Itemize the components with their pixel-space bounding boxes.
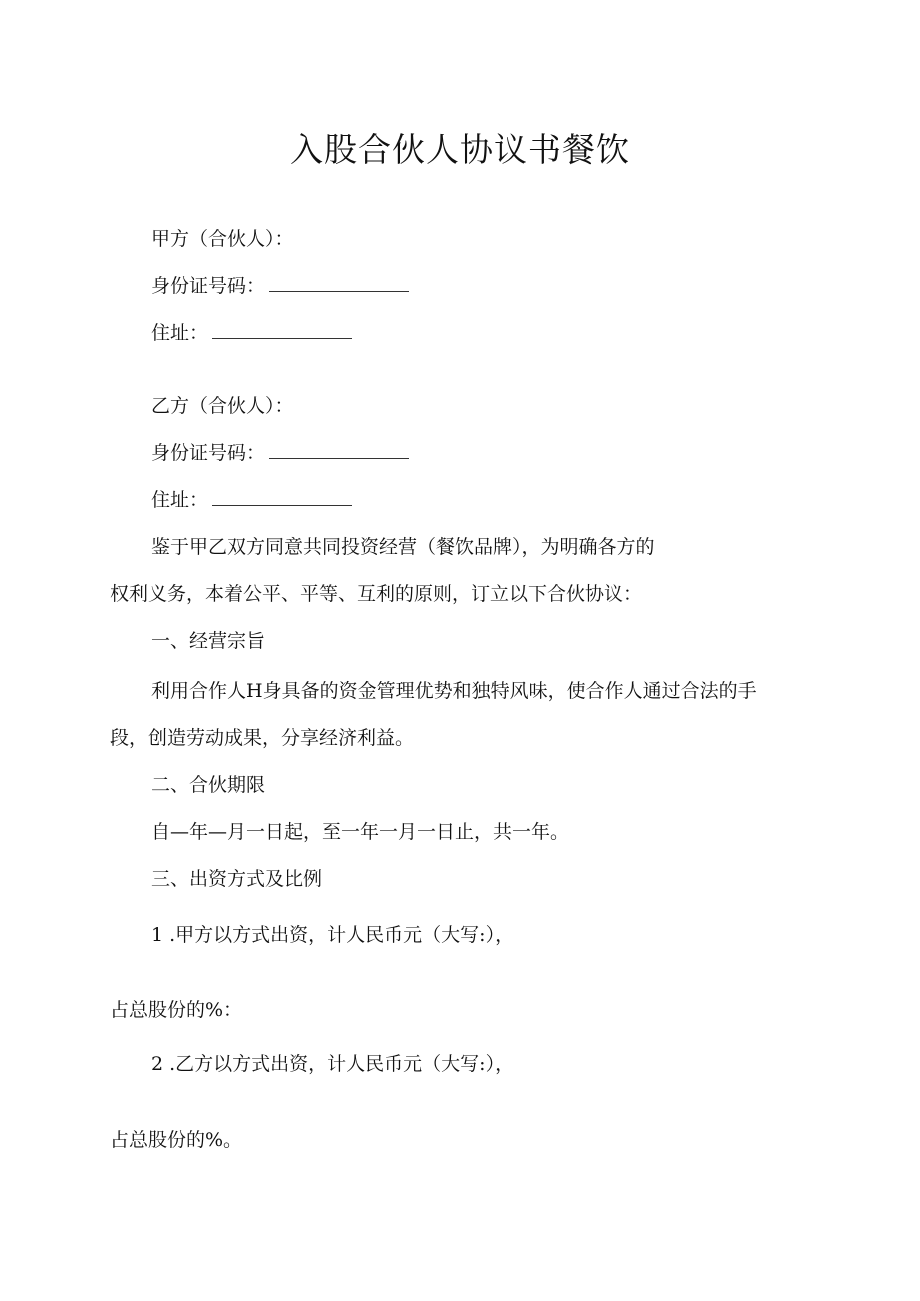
party-a-address-label: 住址： <box>151 322 209 344</box>
party-a-address-blank <box>212 322 352 339</box>
party-b-address-label: 住址： <box>151 489 209 511</box>
party-b-address-row <box>151 488 352 512</box>
party-b-label: 乙方（合伙人）： <box>151 395 294 417</box>
party-a-id-label: 身份证号码： <box>151 275 266 297</box>
section-3-item-1-share: 占总股份的%： <box>110 999 243 1021</box>
party-a-id-blank <box>269 275 409 292</box>
section-1-heading: 一、经营宗旨 <box>151 630 266 652</box>
section-3-item-2-share: 占总股份的%。 <box>110 1129 243 1151</box>
section-1-line-1: 利用合作人H身具备的资金管理优势和独特风味，使合作人通过合法的手 <box>151 680 757 702</box>
party-a-address-row <box>151 321 352 345</box>
party-a-label: 甲方（合伙人）： <box>151 228 294 250</box>
preamble-line-2: 权利义务，本着公平、平等、互利的原则，订立以下合伙协议： <box>110 583 643 605</box>
section-1-line-2: 段，创造劳动成果，分享经济利益。 <box>110 727 415 749</box>
party-b-id-label: 身份证号码： <box>151 442 266 464</box>
section-3-heading: 三、出资方式及比例 <box>151 868 323 890</box>
document-title: 入股合伙人协议书餐饮 <box>290 130 630 169</box>
party-b-id-row <box>151 441 409 465</box>
section-2-line-1: 自—年—月一日起，至一年一月一日止，共一年。 <box>151 821 570 843</box>
section-3-item-2: 2 .乙方以方式出资，计人民币元（大写:）， <box>151 1053 515 1075</box>
preamble-line-1: 鉴于甲乙双方同意共同投资经营（餐饮品牌），为明确各方的 <box>151 536 655 558</box>
section-2-heading: 二、合伙期限 <box>151 774 266 796</box>
party-b-address-blank <box>212 489 352 506</box>
party-a-id-row <box>151 274 409 298</box>
party-b-id-blank <box>269 442 409 459</box>
section-3-item-1: 1 .甲方以方式出资，计人民币元（大写:）， <box>151 924 515 946</box>
